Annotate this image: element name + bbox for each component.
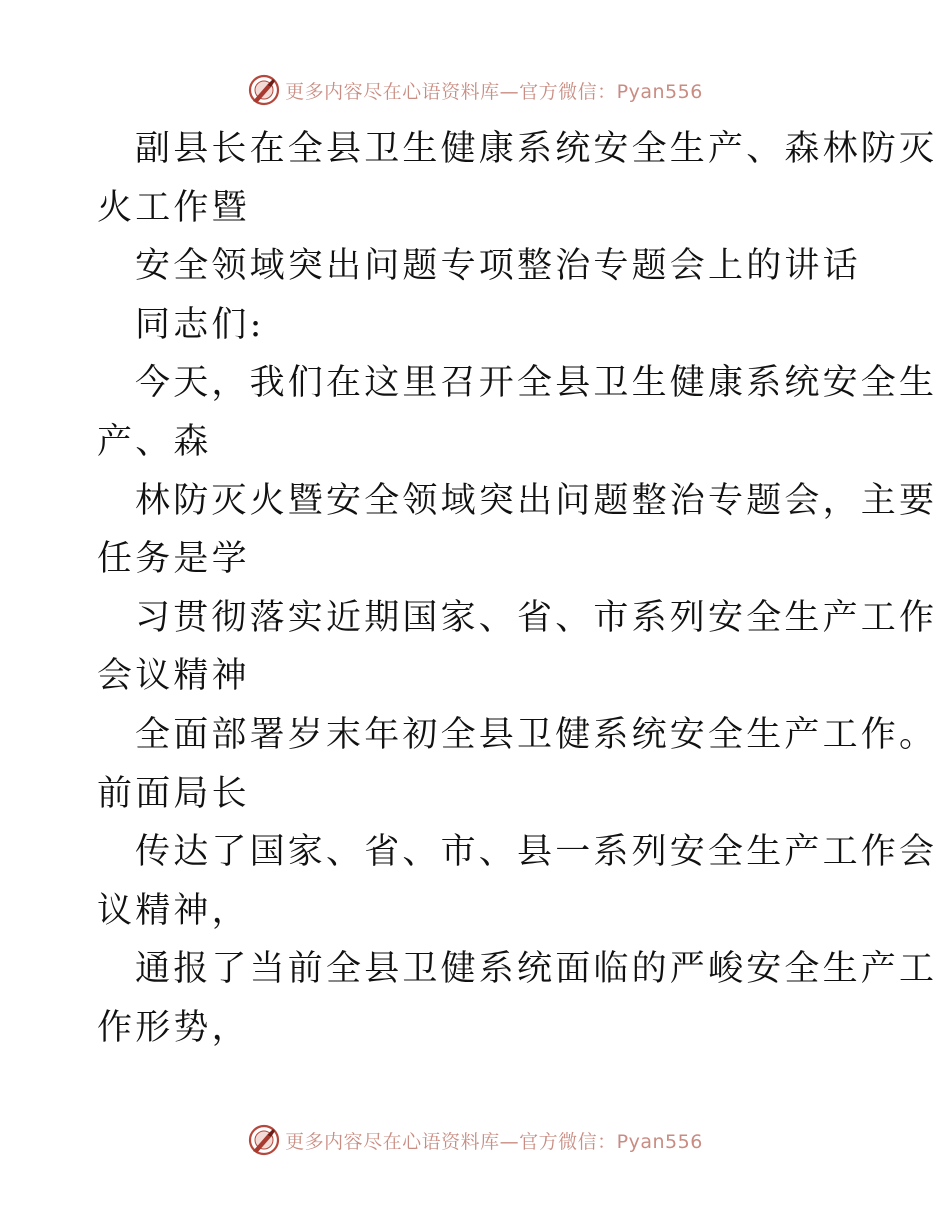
title-line-3: 安全领域突出问题专项整治专题会上的讲话 — [135, 246, 861, 287]
salutation: 同志们: — [135, 304, 265, 345]
title-line-1: 副县长在全县卫生健康系统安全生产、森林防灭 — [135, 129, 938, 169]
header-watermark — [0, 70, 950, 110]
paragraph-line: 传达了国家、省、市、县一系列安全生产工作会 — [135, 832, 938, 873]
paragraph-line: 会议精神 — [97, 656, 250, 697]
paragraph-line: 作形势， — [97, 1007, 250, 1048]
paragraph-line: 今天，我们在这里召开全县卫生健康系统安全生 — [135, 363, 938, 404]
paragraph-line: 习贯彻落实近期国家、省、市系列安全生产工作 — [135, 597, 938, 638]
watermark-text: 更多内容尽在心语资料库—官方微信：Pyan556 — [285, 80, 703, 103]
paragraph-line: 林防灭火暨安全领域突出问题整治专题会，主要 — [135, 480, 938, 521]
paragraph-line: 任务是学 — [97, 539, 250, 580]
paragraph-line: 前面局长 — [97, 773, 250, 814]
paragraph-line: 议精神， — [97, 890, 250, 931]
document-body — [97, 120, 938, 1058]
paragraph-line: 产、森 — [97, 421, 212, 462]
footer-watermark — [0, 1120, 950, 1160]
paragraph-line: 全面部署岁末年初全县卫健系统安全生产工作。 — [135, 714, 938, 755]
pen-seal-logo-icon — [247, 73, 281, 107]
title-line-2: 火工作暨 — [97, 187, 250, 228]
paragraph-line: 通报了当前全县卫健系统面临的严峻安全生产工 — [135, 949, 938, 990]
watermark-text: 更多内容尽在心语资料库—官方微信：Pyan556 — [285, 1130, 703, 1153]
pen-seal-logo-icon — [247, 1123, 281, 1157]
